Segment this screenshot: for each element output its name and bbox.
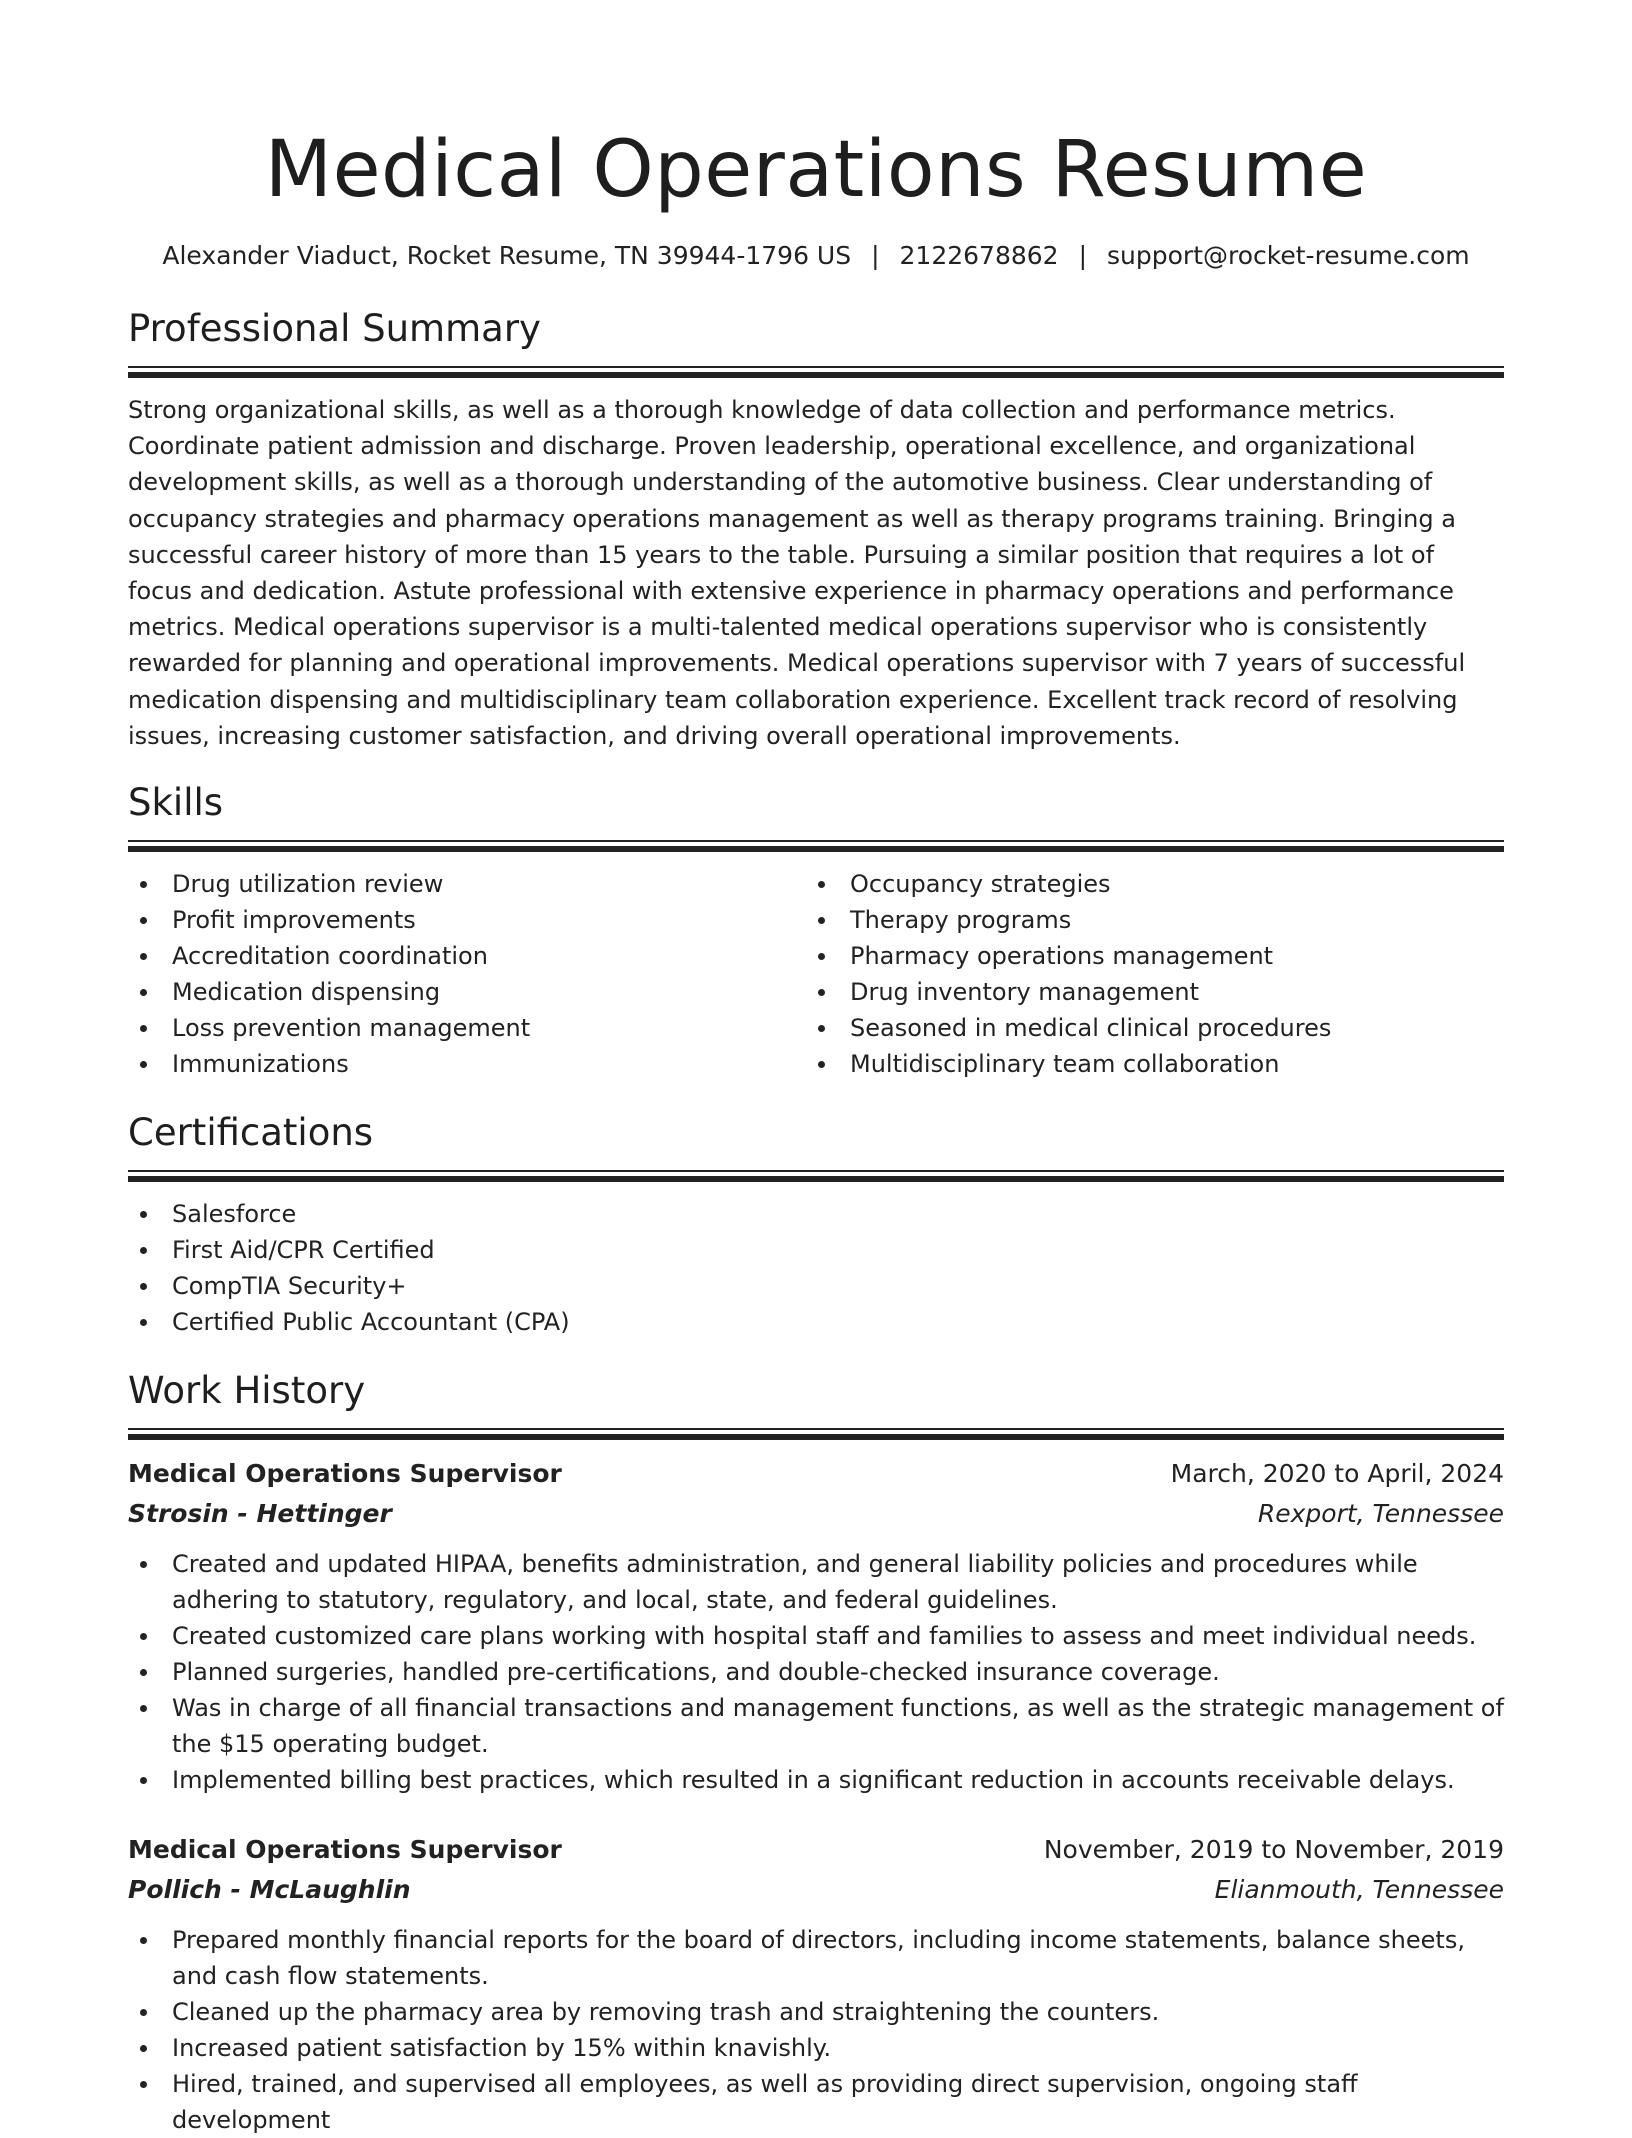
skill-item: Medication dispensing	[128, 974, 806, 1010]
job-bullet: Created customized care plans working with hospital staff and families to assess and meet individual needs.	[128, 1618, 1504, 1654]
job-header	[128, 1454, 1504, 1494]
contact-phone: 2122678862	[899, 241, 1059, 270]
summary-section	[128, 304, 1504, 754]
skill-item: Loss prevention management	[128, 1010, 806, 1046]
skill-item: Multidisciplinary team collaboration	[806, 1046, 1484, 1082]
job-location: Elianmouth, Tennessee	[1214, 1875, 1504, 1905]
job-bullet: Hired, trained, and supervised all employees, as well as providing direct supervision, ongoing staff development	[128, 2066, 1504, 2138]
section-divider	[128, 366, 1504, 378]
job-company: Strosin - Hettinger	[128, 1499, 392, 1529]
certification-item: Salesforce	[128, 1196, 1504, 1232]
job-bullet: Created and updated HIPAA, benefits administration, and general liability policies and procedures while adhering to statutory, regulatory, and local, state, and federal guidelines.	[128, 1546, 1504, 1618]
job-title: Medical Operations Supervisor	[128, 1835, 562, 1865]
summary-text: Strong organizational skills, as well as a thorough knowledge of data collection and performance metrics. Coordinate patient admission and discharge. Proven leadership, operational excellence, and organizational development skills, as well as a thorough understanding of the automotive business. Clear understanding of occupancy strategies and pharmacy operations management as well as therapy programs training. Bringing a successful career history of more than 15 years to the table. Pursuing a similar position that requires a lot of focus and dedication. Astute professional with extensive experience in pharmacy operations and performance metrics. Medical operations supervisor is a multi-talented medical operations supervisor who is consistently rewarded for planning and operational improvements. Medical operations supervisor with 7 years of successful medication dispensing and multidisciplinary team collaboration experience. Excellent track record of resolving issues, increasing customer satisfaction, and driving overall operational improvements.	[128, 396, 1466, 750]
job-subheader	[128, 1494, 1504, 1534]
certifications-section	[128, 1108, 1504, 1340]
certification-item: Certified Public Accountant (CPA)	[128, 1304, 1504, 1340]
job-bullet: Implemented billing best practices, which resulted in a significant reduction in accounts receivable delays.	[128, 1762, 1504, 1798]
job-subheader	[128, 1870, 1504, 1910]
section-title-work-history: Work History	[128, 1369, 366, 1413]
job-bullet: Was in charge of all financial transactions and management functions, as well as the strategic management of the $15 operating budget.	[128, 1690, 1504, 1762]
skills-list-right	[806, 866, 1484, 1082]
job-header	[128, 1830, 1504, 1870]
job-bullet: Cleaned up the pharmacy area by removing trash and straightening the counters.	[128, 1994, 1504, 2030]
contact-separator: |	[871, 241, 880, 270]
job-bullet: Increased patient satisfaction by 15% within knavishly.	[128, 2030, 1504, 2066]
resume-page	[128, 0, 1504, 2138]
job-bullets	[128, 1922, 1504, 2138]
page-title: Medical Operations Resume	[264, 125, 1368, 215]
skill-item: Therapy programs	[806, 902, 1484, 938]
job-company: Pollich - McLaughlin	[128, 1875, 411, 1905]
skill-item: Occupancy strategies	[806, 866, 1484, 902]
job-dates: March, 2020 to April, 2024	[1170, 1459, 1504, 1489]
skill-item: Immunizations	[128, 1046, 806, 1082]
section-divider	[128, 1428, 1504, 1440]
skill-item: Pharmacy operations management	[806, 938, 1484, 974]
section-divider	[128, 1170, 1504, 1182]
skill-item: Profit improvements	[128, 902, 806, 938]
contact-address: Alexander Viaduct, Rocket Resume, TN 39944-1796 US	[162, 241, 852, 270]
skill-item: Drug utilization review	[128, 866, 806, 902]
skill-item: Drug inventory management	[806, 974, 1484, 1010]
job-title: Medical Operations Supervisor	[128, 1459, 562, 1489]
skills-list-left	[128, 866, 806, 1082]
contact-line	[128, 238, 1504, 274]
job-bullet: Planned surgeries, handled pre-certifications, and double-checked insurance coverage.	[128, 1654, 1504, 1690]
section-title-skills: Skills	[128, 781, 224, 825]
job-location: Rexport, Tennessee	[1257, 1499, 1504, 1529]
job-entry	[128, 1454, 1504, 1798]
skills-section	[128, 778, 1504, 1082]
job-bullets	[128, 1546, 1504, 1798]
work-history-section	[128, 1366, 1504, 2138]
certification-item: First Aid/CPR Certified	[128, 1232, 1504, 1268]
section-divider	[128, 840, 1504, 852]
job-dates: November, 2019 to November, 2019	[1043, 1835, 1504, 1865]
skill-item: Seasoned in medical clinical procedures	[806, 1010, 1484, 1046]
job-entry	[128, 1830, 1504, 2138]
job-bullet: Prepared monthly financial reports for the board of directors, including income statements, balance sheets, and cash flow statements.	[128, 1922, 1504, 1994]
certification-item: CompTIA Security+	[128, 1268, 1504, 1304]
contact-separator: |	[1078, 241, 1088, 270]
section-title-summary: Professional Summary	[128, 307, 541, 350]
certifications-list	[128, 1196, 1504, 1340]
contact-email: support@rocket-resume.com	[1107, 241, 1470, 270]
section-title-certifications: Certifications	[128, 1111, 374, 1155]
skill-item: Accreditation coordination	[128, 938, 806, 974]
skills-grid	[128, 866, 1504, 1082]
